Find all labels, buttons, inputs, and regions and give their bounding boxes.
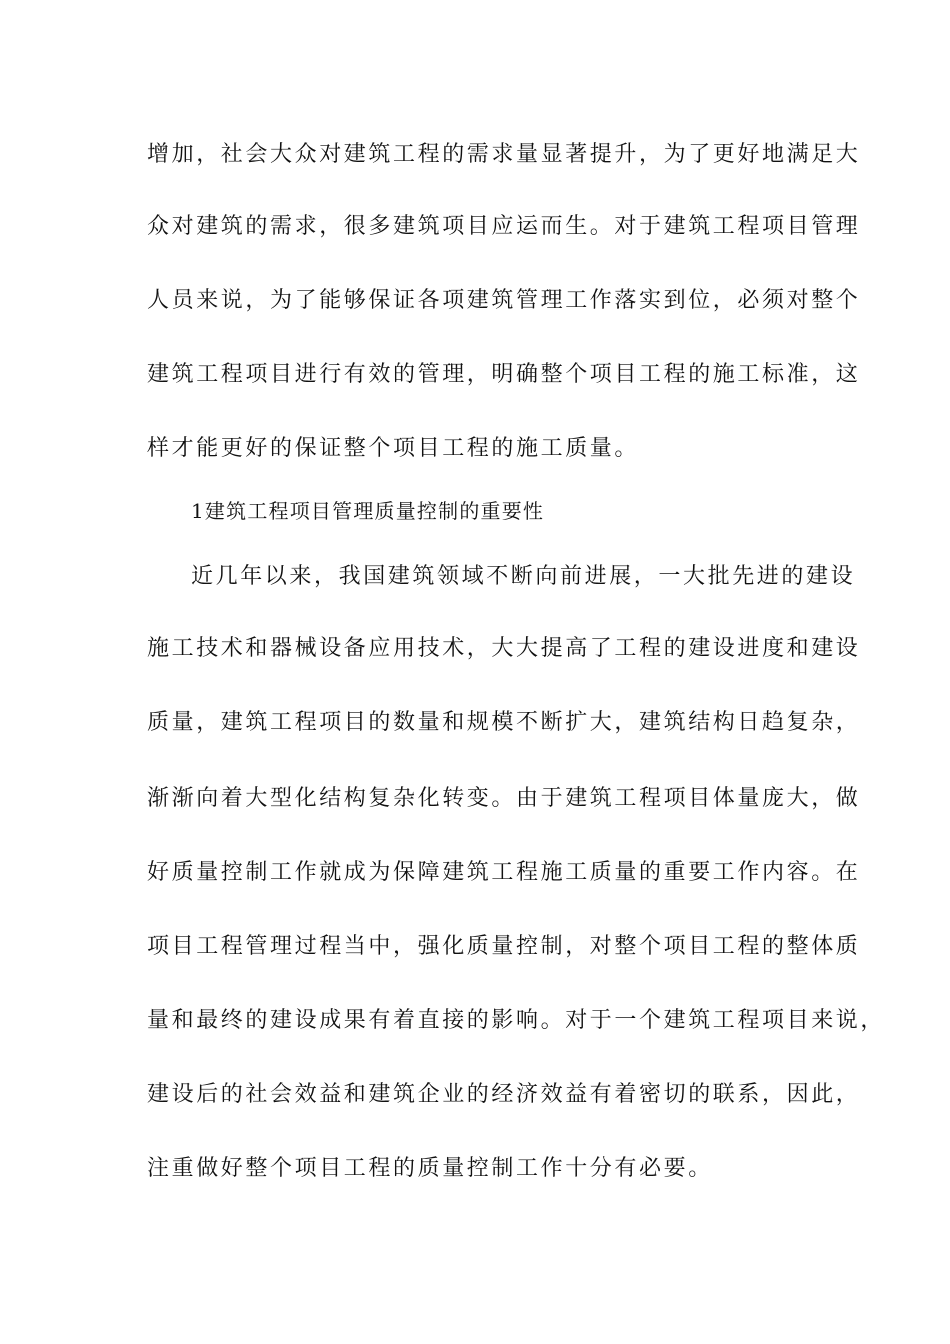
paragraph-1-line-2: 众对建筑的需求，很多建筑项目应运而生。对于建筑工程项目管理 bbox=[147, 214, 861, 239]
paragraph-1-line-4: 建筑工程项目进行有效的管理，明确整个项目工程的施工标准，这 bbox=[147, 362, 861, 387]
paragraph-2-line-7: 量和最终的建设成果有着直接的影响。对于一个建筑工程项目来说， bbox=[147, 1008, 886, 1033]
paragraph-2-line-8: 建设后的社会效益和建筑企业的经济效益有着密切的联系，因此， bbox=[147, 1082, 861, 1107]
paragraph-2-line-1: 近几年以来，我国建筑领域不断向前进展，一大批先进的建设 bbox=[191, 564, 856, 589]
paragraph-1-line-3: 人员来说，为了能够保证各项建筑管理工作落实到位，必须对整个 bbox=[147, 288, 861, 313]
paragraph-2-line-5: 好质量控制工作就成为保障建筑工程施工质量的重要工作内容。在 bbox=[147, 860, 861, 885]
paragraph-2-line-4: 渐渐向着大型化结构复杂化转变。由于建筑工程项目体量庞大，做 bbox=[147, 786, 861, 811]
paragraph-1-line-5: 样才能更好的保证整个项目工程的施工质量。 bbox=[147, 436, 640, 461]
paragraph-1-line-1: 增加，社会大众对建筑工程的需求量显著提升，为了更好地满足大 bbox=[147, 142, 861, 167]
section-heading: 1建筑工程项目管理质量控制的重要性 bbox=[191, 499, 545, 523]
paragraph-2-line-3: 质量，建筑工程项目的数量和规模不断扩大，建筑结构日趋复杂， bbox=[147, 710, 861, 735]
paragraph-2-line-2: 施工技术和器械设备应用技术，大大提高了工程的建设进度和建设 bbox=[147, 636, 861, 661]
paragraph-2-line-9: 注重做好整个项目工程的质量控制工作十分有必要。 bbox=[147, 1156, 713, 1181]
paragraph-2-line-6: 项目工程管理过程当中，强化质量控制，对整个项目工程的整体质 bbox=[147, 934, 861, 959]
